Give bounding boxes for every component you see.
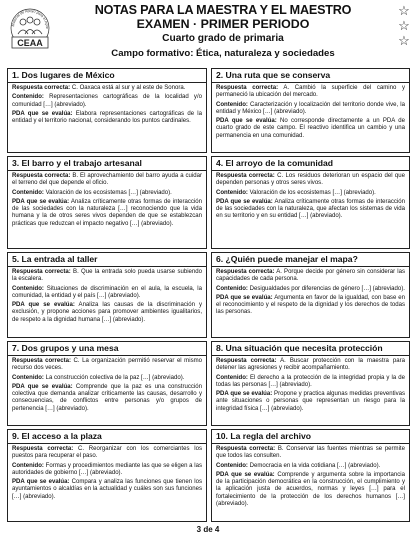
note-content: Contenido: Situaciones de discriminación en el aula, la escuela, la comunidad, la entidad y el país […] (abreviado). (12, 285, 202, 299)
note-pda: PDA que se evalúa: Argumenta en favor de la igualdad, con base en el reconocimiento y el respeto de la dignidad y los derechos de todas las personas. (216, 294, 405, 316)
note-answer: Respuesta correcta: C. Oaxaca está al sur y al este de Sonora. (12, 85, 186, 91)
note-card (7, 429, 207, 522)
note-content: Contenido: Caracterización y localización del territorio donde vive, la entidad y México […] (abreviado). (216, 101, 405, 115)
note-card-title: 6. ¿Quién puede manejar el mapa? (212, 253, 409, 267)
note-pda: PDA que se evalúa: Analiza las causas de la discriminación y exclusión, y propone acciones para promover ambientes igualitarios, de respeto a la dignidad humana […] (abreviado). (12, 302, 202, 323)
note-card-title: 5. La entrada al taller (8, 253, 206, 267)
note-content: Contenido: Representaciones cartográficas de la localidad y/o comunidad […] (abreviado). (12, 94, 202, 108)
note-card-title: 1. Dos lugares de México (8, 69, 206, 83)
exam-period: EXAMEN · PRIMER PERIODO (136, 17, 310, 31)
note-card (211, 429, 410, 522)
note-pda: PDA que se evalúa: Compara y analiza las funciones que tienen los ayuntamientos o alcaldías en la actualidad y cuáles son sus funciones […] (abreviado). (12, 479, 202, 500)
note-answer: Respuesta correcta: A. Porque decide por género sin considerar las capacidades de cada persona. (216, 269, 405, 283)
page-number: 3 de 4 (196, 525, 220, 534)
note-card (211, 156, 410, 249)
note-content: Contenido: Formas y procedimientos mediante las que se eligen a las autoridades de gobierno […] (abreviado). (12, 462, 202, 476)
note-answer: Respuesta correcta: B. Que la entrada solo pueda usarse subiendo la escalera. (12, 269, 202, 283)
note-pda: PDA que se evalúa: Analiza críticamente otras formas de interacción de las sociedades con la naturaleza […] reconociendo que la vida humana y la de otros seres vivos dependen de que se establezcan prácticas que reduzcan el impacto negativo […] (abreviado). (12, 198, 202, 227)
grade-label: Cuarto grado de primaria (162, 33, 284, 44)
note-pda: PDA que se evalúa: Analiza críticamente otras formas de interacción de las sociedades con la naturaleza, que afectan los sistemas de vida en su territorio y en su entidad […] (abreviado). (216, 198, 405, 220)
note-card (7, 156, 207, 249)
note-content: Contenido: La construcción colectiva de la paz […] (abreviado). (12, 374, 185, 381)
note-card-title: 3. El barro y el trabajo artesanal (8, 157, 206, 171)
note-pda: PDA que se evalúa: Elabora representaciones cartográficas de la entidad y el territorio nacional, considerando los puntos cardinales. (12, 110, 202, 125)
note-card (7, 68, 207, 153)
note-content: Contenido: Valoración de los ecosistemas […] (abreviado). (216, 189, 376, 196)
note-card-title: 10. La regla del archivo (212, 430, 409, 444)
note-card-title: 4. El arroyo de la comunidad (212, 157, 409, 171)
note-card (7, 341, 207, 426)
star-icon: ☆ (398, 3, 410, 18)
page-header (0, 0, 416, 68)
note-pda: PDA que se evalúa: Comprende y argumenta sobre la importancia de la participación democrática en la construcción, el cumplimiento y la aplicación justa de acuerdos, normas y leyes […] para el fortalecimiento de la protección de los derechos humanos […] (abreviado). (216, 471, 405, 508)
note-card-title: 9. El acceso a la plaza (8, 430, 206, 444)
svg-text:CEAA: CEAA (17, 38, 43, 48)
note-pda: PDA que se evalúa: Comprende que la paz es una construcción colectiva que demanda analizar críticamente las causas, desarrollo y consecuencias, de conflictos entre personas y/o grupos de pertenencia […] (abreviado). (12, 383, 202, 412)
note-content: Contenido: El derecho a la protección de la integridad propia y la de todas las personas […] (abreviado). (216, 374, 405, 388)
note-card-title: 8. Una situación que necesita protección (212, 342, 409, 356)
note-answer: Respuesta correcta: B. El aprovechamiento del barro ayuda a cuidar el terreno del que depende el oficio. (12, 173, 202, 187)
note-answer: Respuesta correcta: C. Reorganizar con los comerciantes los puestos para recuperar el paso. (12, 446, 202, 460)
note-card (211, 341, 410, 426)
note-card-title: 2. Una ruta que se conserva (212, 69, 409, 83)
note-content: Contenido: Desigualdades por diferencias de género […] (abreviado). (216, 285, 405, 292)
note-answer: Respuesta correcta: C. La organización permitió reservar el mismo recurso dos veces. (12, 358, 202, 372)
note-content: Contenido: Valoración de los ecosistemas […] (abreviado). (12, 189, 172, 196)
formative-field: Campo formativo: Ética, naturaleza y sociedades (111, 48, 335, 59)
note-card (211, 68, 410, 153)
note-pda: PDA que se evalúa: Propone y practica algunas medidas preventivas ante situaciones o personas que representan un riesgo para la integridad física […] (abreviado). (216, 391, 405, 412)
note-card-title: 7. Dos grupos y una mesa (8, 342, 206, 356)
document-title: NOTAS PARA LA MAESTRA Y EL MAESTRO (94, 3, 352, 17)
note-card (211, 252, 410, 338)
note-content: Contenido: Democracia en la vida cotidiana […] (abreviado). (216, 462, 381, 469)
star-icon: ☆ (398, 33, 410, 48)
note-answer: Respuesta correcta: C. Los residuos deterioran un espacio del que dependen personas y otros seres vivos. (216, 173, 405, 187)
note-answer: Respuesta correcta: A. Buscar protección con la maestra para detener las agresiones y recibir acompañamiento. (216, 358, 405, 372)
note-answer: Respuesta correcta: A. Cambió la superficie del camino y permaneció la ubicación del mercado. (216, 85, 405, 99)
note-pda: PDA que se evalúa: No corresponde directamente a un PDA de cuarto grado de este campo. El reactivo identifica un cambio y una permanencia en una comunidad. (216, 118, 405, 139)
ceaa-logo (6, 6, 54, 54)
svg-text:Material de Apoyo para el Apre: Material de Apoyo para el Apre (11, 8, 50, 29)
note-answer: Respuesta correcta: B. Conservar las fuentes mientras se permite que todos las consulten. (216, 446, 405, 460)
note-card (7, 252, 207, 338)
star-icon: ☆ (398, 18, 410, 33)
